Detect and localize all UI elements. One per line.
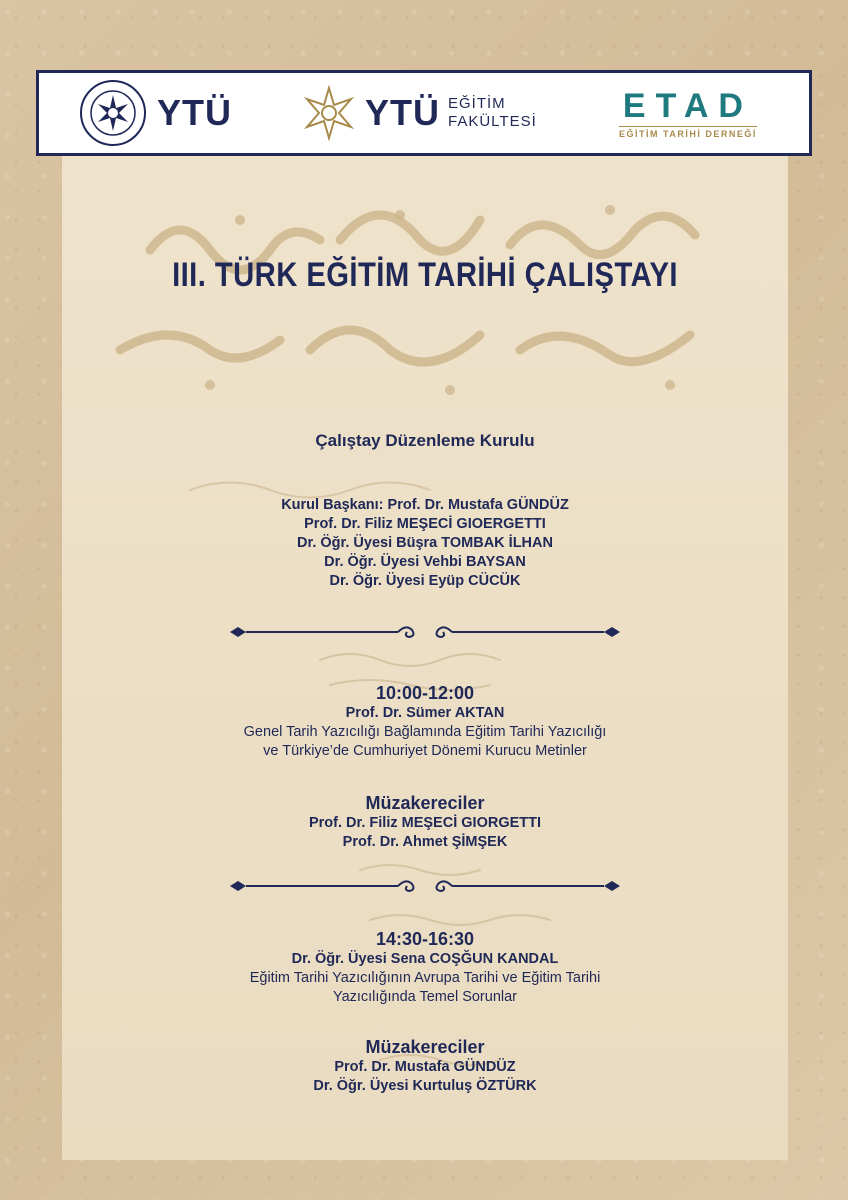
discussants-heading: Müzakereciler — [365, 1037, 485, 1057]
committee-section — [62, 430, 788, 452]
session-topic-line: Eğitim Tarihi Yazıcılığının Avrupa Tarihi ve Eğitim Tarihi — [249, 970, 601, 986]
ornamental-divider — [230, 622, 620, 642]
discussant: Prof. Dr. Ahmet ŞİMŞEK — [342, 834, 508, 850]
star-emblem-icon — [301, 85, 357, 141]
etad-logo — [619, 73, 757, 153]
committee-member: Dr. Öğr. Üyesi Vehbi BAYSAN — [324, 554, 526, 570]
session-1-discussants — [62, 792, 788, 852]
header-logo-bar — [36, 70, 812, 156]
faculty-ytu-wordmark: YTÜ — [365, 92, 440, 133]
faculty-line-2: FAKÜLTESİ — [448, 113, 537, 130]
session-topic-line: Genel Tarih Yazıcılığı Bağlamında Eğitim Tarihi Yazıcılığı — [243, 724, 607, 740]
discussants-heading: Müzakereciler — [365, 793, 485, 813]
committee-member: Dr. Öğr. Üyesi Eyüp CÜCÜK — [329, 573, 521, 589]
session-1 — [62, 682, 788, 761]
session-topic-line: Yazıcılığında Temel Sorunlar — [332, 989, 518, 1005]
committee-member: Prof. Dr. Filiz MEŞECİ GIOERGETTI — [304, 516, 546, 532]
discussant: Dr. Öğr. Üyesi Kurtuluş ÖZTÜRK — [313, 1078, 537, 1094]
ytu-logo — [79, 73, 232, 153]
session-time: 10:00-12:00 — [375, 683, 475, 703]
faculty-name — [448, 95, 537, 131]
discussant: Prof. Dr. Mustafa GÜNDÜZ — [334, 1059, 516, 1075]
committee-member: Dr. Öğr. Üyesi Büşra TOMBAK İLHAN — [297, 535, 553, 551]
discussant: Prof. Dr. Filiz MEŞECİ GIORGETTI — [308, 815, 542, 831]
ytu-wordmark: YTÜ — [157, 92, 232, 133]
committee-heading: Çalıştay Düzenleme Kurulu — [315, 431, 535, 450]
session-2 — [62, 928, 788, 1007]
ytu-seal-icon — [79, 79, 147, 147]
faculty-logo — [301, 73, 537, 153]
committee-members — [62, 496, 788, 591]
session-speaker: Dr. Öğr. Üyesi Sena COŞĞUN KANDAL — [291, 951, 559, 967]
etad-wordmark: ETAD — [622, 87, 753, 125]
committee-member: Kurul Başkanı: Prof. Dr. Mustafa GÜNDÜZ — [281, 497, 569, 513]
session-speaker: Prof. Dr. Sümer AKTAN — [345, 705, 505, 721]
session-time: 14:30-16:30 — [375, 929, 475, 949]
session-2-discussants — [62, 1036, 788, 1096]
faculty-line-1: EĞİTİM — [448, 95, 506, 112]
session-topic-line: ve Türkiye’de Cumhuriyet Dönemi Kurucu Metinler — [263, 743, 587, 759]
etad-subtitle: EĞİTİM TARİHİ DERNEĞİ — [619, 126, 757, 139]
event-title: III. TÜRK EĞİTİM TARİHİ ÇALIŞTAYI — [172, 256, 678, 294]
ornamental-divider — [230, 876, 620, 896]
